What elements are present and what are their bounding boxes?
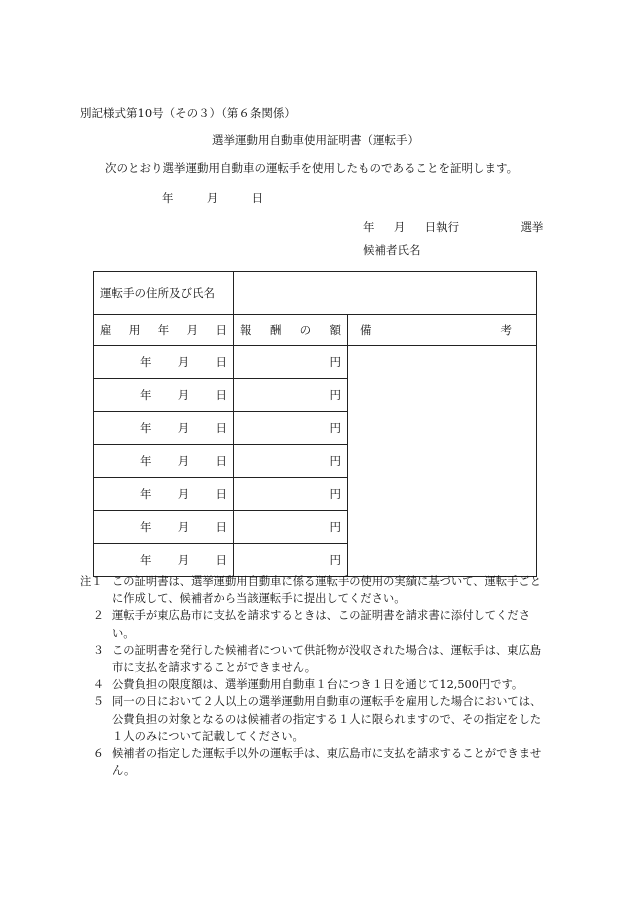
note-text: この証明書は、選挙運動用自動車に係る運転手の使用の実績に基づいて、運転手ごとに作成して、候補者から当該運転手に提出してください。	[112, 575, 542, 606]
row-month: 月	[177, 421, 190, 435]
header-char: 用	[128, 323, 141, 337]
row-month: 月	[177, 553, 190, 567]
election-day-exec: 日執行	[424, 220, 460, 234]
certification-statement: 次のとおり選挙運動用自動車の運転手を使用したものであることを証明します。	[105, 161, 519, 175]
note-item	[80, 676, 550, 693]
note-item	[80, 573, 550, 607]
row-year: 年	[140, 454, 152, 468]
yen-unit: 円	[329, 355, 341, 369]
employment-date-cell[interactable]	[94, 412, 234, 445]
note-number: ３	[92, 643, 104, 657]
row-year: 年	[140, 388, 152, 402]
date-year: 年	[162, 191, 174, 205]
issue-date-line	[162, 190, 263, 206]
remarks-header	[348, 315, 537, 346]
compensation-cell[interactable]	[234, 478, 348, 511]
driver-address-field[interactable]	[234, 272, 537, 315]
employment-date-header	[94, 315, 234, 346]
driver-address-row	[94, 272, 537, 315]
certificate-table	[93, 271, 537, 577]
employment-date-cell[interactable]	[94, 445, 234, 478]
header-char: 備	[360, 323, 372, 337]
election-year: 年	[363, 220, 375, 234]
note-item	[80, 745, 550, 779]
row-year: 年	[140, 553, 152, 567]
row-day: 日	[215, 553, 227, 567]
row-month: 月	[177, 355, 190, 369]
row-year: 年	[140, 520, 152, 534]
employment-date-cell[interactable]	[94, 346, 234, 379]
date-day: 日	[251, 191, 264, 205]
yen-unit: 円	[329, 388, 341, 402]
employment-date-cell[interactable]	[94, 379, 234, 412]
row-year: 年	[140, 487, 152, 501]
notes-section	[80, 573, 550, 779]
row-month: 月	[177, 454, 190, 468]
note-number: ６	[92, 747, 104, 761]
note-number: ４	[92, 678, 104, 692]
note-text: 運転手が東広島市に支払を請求するときは、この証明書を請求書に添付してください。	[112, 609, 530, 640]
remarks-cell[interactable]	[348, 346, 537, 577]
employment-date-cell[interactable]	[94, 511, 234, 544]
compensation-header	[234, 315, 348, 346]
yen-unit: 円	[329, 421, 341, 435]
note-text: この証明書を発行した候補者について供託物が没収された場合は、運転手は、東広島市に支払を請求することができません。	[112, 643, 542, 675]
row-month: 月	[177, 487, 190, 501]
row-year: 年	[140, 421, 152, 435]
note-number: ５	[92, 695, 104, 709]
note-text: 同一の日において２人以上の選挙運動用自動車の運転手を雇用した場合においては、公費負担の対象となるのは候補者の指定する１人に限られますので、その指定をした１人のみについて記載してください。	[112, 695, 542, 743]
note-item	[80, 693, 550, 745]
yen-unit: 円	[329, 520, 341, 534]
header-char: 日	[215, 323, 227, 337]
candidate-name-label: 候補者氏名	[363, 243, 421, 257]
document-title: 選挙運動用自動車使用証明書（運転手）	[212, 133, 419, 147]
header-char: 報	[240, 323, 252, 337]
employment-date-cell[interactable]	[94, 544, 234, 577]
compensation-cell[interactable]	[234, 511, 348, 544]
yen-unit: 円	[329, 487, 341, 501]
election-execution-line	[363, 219, 543, 235]
header-char: 月	[186, 323, 199, 337]
row-day: 日	[215, 421, 227, 435]
election-month: 月	[393, 220, 406, 234]
row-day: 日	[215, 520, 227, 534]
header-char: 雇	[100, 323, 112, 337]
note-number: 注１	[80, 575, 103, 588]
note-number: ２	[92, 609, 104, 623]
row-month: 月	[177, 520, 190, 534]
row-day: 日	[215, 355, 227, 369]
compensation-cell[interactable]	[234, 412, 348, 445]
header-row	[94, 315, 537, 346]
row-day: 日	[215, 454, 227, 468]
table-row	[94, 346, 537, 379]
note-text: 候補者の指定した運転手以外の運転手は、東広島市に支払を請求することができません。	[112, 747, 542, 778]
date-month: 月	[206, 191, 219, 205]
header-char: 考	[500, 323, 512, 337]
row-year: 年	[140, 355, 152, 369]
header-char: の	[299, 323, 312, 337]
compensation-cell[interactable]	[234, 445, 348, 478]
header-char: 額	[329, 323, 341, 337]
compensation-cell[interactable]	[234, 379, 348, 412]
compensation-cell[interactable]	[234, 346, 348, 379]
row-day: 日	[215, 487, 227, 501]
row-month: 月	[177, 388, 190, 402]
form-reference: 別記様式第10号（その３）（第６条関係）	[80, 106, 296, 120]
compensation-cell[interactable]	[234, 544, 348, 577]
yen-unit: 円	[329, 553, 341, 567]
note-item	[80, 642, 550, 676]
note-text: 公費負担の限度額は、選挙運動用自動車１台につき１日を通じて12,500円です。	[112, 678, 524, 692]
header-char: 年	[157, 323, 170, 337]
yen-unit: 円	[329, 454, 341, 468]
row-day: 日	[215, 388, 227, 402]
note-item	[80, 607, 550, 641]
employment-date-cell[interactable]	[94, 478, 234, 511]
driver-address-label: 運転手の住所及び氏名	[94, 272, 234, 315]
election-name: 選挙	[520, 220, 544, 234]
header-char: 酬	[269, 323, 282, 337]
